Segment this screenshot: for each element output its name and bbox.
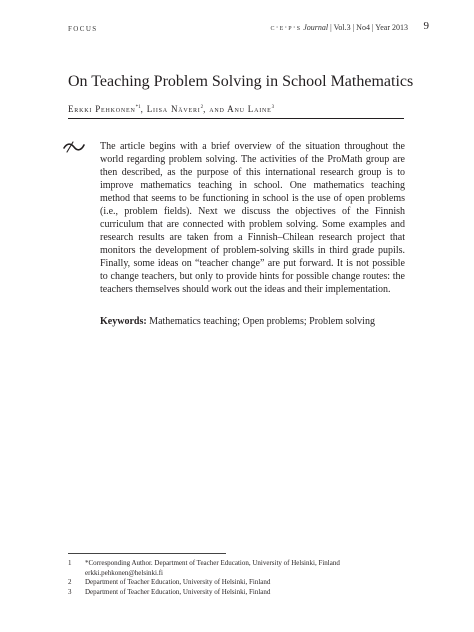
footnote-line: *Corresponding Author. Department of Teacher Education, University of Helsinki, Finland bbox=[85, 559, 340, 567]
article-title: On Teaching Problem Solving in School Mathematics bbox=[68, 73, 414, 90]
footnote-number: 1 bbox=[68, 559, 72, 567]
keywords-list: Mathematics teaching; Open problems; Problem solving bbox=[149, 316, 375, 327]
page-number: 9 bbox=[423, 20, 429, 32]
footnotes bbox=[68, 559, 408, 597]
running-head-journal bbox=[271, 23, 408, 32]
footnote-divider bbox=[68, 553, 226, 554]
footnote-number: 3 bbox=[68, 587, 72, 596]
author-footnote-mark: 2 bbox=[200, 105, 204, 110]
author-name: Anu Laine bbox=[227, 104, 272, 114]
footnote-number: 2 bbox=[68, 578, 72, 586]
footnote bbox=[68, 559, 408, 578]
abstract-text: The article begins with a brief overview of the situation throughout the world regarding problem solving. The activities of the ProMath group are then described, as the purpose of this international research group is to improve mathematics teaching in school. One mathematics teaching method that seems to be functioning in school is the use of open problems (i.e., problem fields). Next we discuss the objectives of the Finnish curriculum that are connected with problem solving. Some examples and research results are taken from a Finnish–Chilean research project that monitors the development of problem-solving skills in third grade pupils. Finally, some ideas on “teacher change” are put forward. It is not possible to change teachers, but only to provide hints for possible change routes: the teachers themselves should work out the ideas and their implementation. bbox=[100, 141, 405, 295]
author-name: Liisa Näveri bbox=[146, 104, 201, 114]
footnote-line: Department of Teacher Education, University of Helsinki, Finland bbox=[85, 587, 271, 596]
keywords-label: Keywords: bbox=[100, 316, 147, 327]
author-list bbox=[68, 104, 274, 114]
journal-name: Journal bbox=[303, 23, 329, 32]
title-divider bbox=[68, 118, 404, 119]
journal-info: | Vol.3 | No4 | Year 2013 bbox=[330, 23, 408, 32]
running-head-section: FOCUS bbox=[68, 25, 98, 33]
author-footnote-mark: 3 bbox=[271, 105, 275, 110]
footnote-line: Department of Teacher Education, University of Helsinki, Finland bbox=[85, 578, 271, 586]
keywords bbox=[100, 315, 405, 328]
abstract-ornament-icon bbox=[62, 139, 86, 155]
author-footnote-mark: *1 bbox=[135, 105, 141, 110]
footnote-line: erkki.pehkonen@helsinki.fi bbox=[85, 568, 163, 577]
journal-brand: c·e·p·s bbox=[270, 23, 302, 32]
footnote bbox=[68, 588, 408, 598]
author-name: Erkki Pehkonen bbox=[68, 104, 136, 114]
author-separator: , bbox=[140, 104, 147, 114]
footnote bbox=[68, 578, 408, 588]
author-separator: , and bbox=[203, 104, 228, 114]
